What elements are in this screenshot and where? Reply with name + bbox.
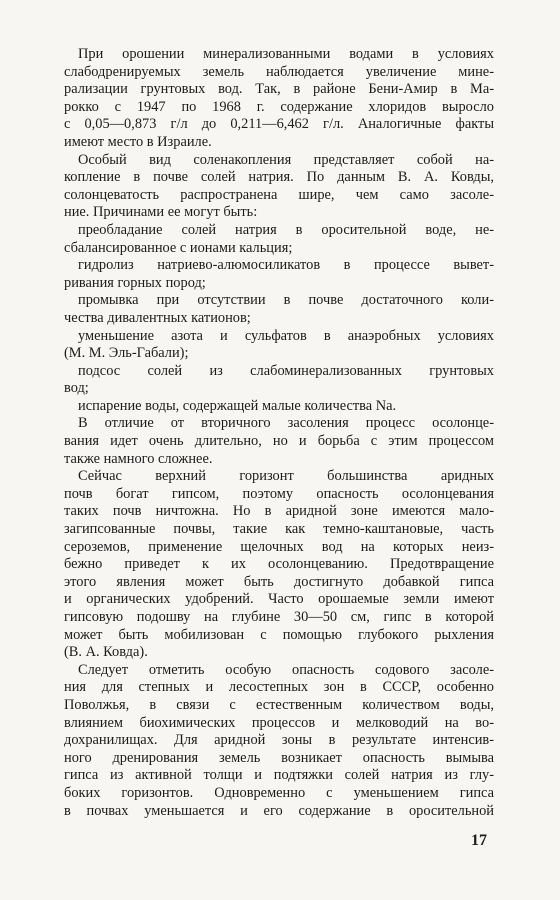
paragraph [64, 222, 494, 257]
text-line: слабодренируемых земель наблюдается увеличение мине- [64, 63, 494, 80]
paragraph [64, 468, 494, 662]
text-line: гипсовую подошву на глубине 30—50 см, гипс в которой [64, 609, 494, 625]
text-line: гидролиз натриево-алюмосиликатов в процессе вывет- [78, 257, 494, 274]
text-line: с 0,05—0,873 г/л до 0,211—6,462 г/л. Аналогичные факты [64, 116, 494, 133]
text-line: рокко с 1947 по 1968 г. содержание хлоридов выросло [64, 98, 494, 115]
paragraph [64, 662, 494, 820]
text-line: загипсованные почвы, такие как темно-каштановые, часть [64, 521, 494, 538]
text-line: промывка при отсутствии в почве достаточного коли- [78, 292, 494, 309]
text-line: рализации грунтовых вод. Так, в районе Бени-Амир в Ма- [64, 81, 494, 98]
text-line: гипса из активной толщи и подтяжки солей натрия из глу- [64, 767, 494, 784]
text-line: солонцеватость распространена шире, чем само засоле- [64, 186, 494, 203]
text-line: сероземов, применение щелочных вод на которых неиз- [64, 538, 494, 555]
text-line: При орошении минерализованными водами в условиях [78, 46, 494, 62]
text-line: Следует отметить особую опасность содового засоле- [78, 661, 494, 678]
text-line: уменьшение азота и сульфатов в анаэробных условиях [78, 327, 494, 344]
page-number: 17 [471, 832, 487, 849]
paragraph [64, 257, 494, 292]
text-line: в почвах уменьшается и его содержание в оросительной [64, 802, 494, 819]
text-line: преобладание солей натрия в оросительной воде, не- [78, 221, 494, 238]
text-line: этого явления может быть достигнуто добавкой гипса [64, 573, 494, 590]
text-line: также намного сложнее. [64, 450, 213, 467]
text-line: ного дренирования земель возникает опасность вымыва [64, 749, 494, 766]
text-line: таких почв ничтожна. Но в аридной зоне имеются мало- [64, 503, 494, 520]
paragraph [64, 152, 494, 222]
text-line: Сейчас верхний горизонт большинства аридных [78, 468, 494, 485]
text-line: имеют место в Израиле. [64, 133, 212, 150]
text-line: вания идет очень длительно, но и борьба с этим процессом [64, 433, 494, 450]
text-line: и органических удобрений. Часто орошаемые земли имеют [64, 591, 494, 608]
text-line: ние. Причинами ее могут быть: [64, 204, 258, 221]
text-line: влиянием биохимических процессов и мелководий на во- [64, 714, 494, 731]
text-line: боких горизонтов. Одновременно с уменьшением гипса [64, 784, 494, 801]
text-line: ния для степных и лесостепных зон в СССР, особенно [64, 679, 494, 696]
text-line: копление в почве солей натрия. По данным В. А. Ковды, [64, 169, 494, 186]
text-line: ривания горных пород; [64, 274, 206, 291]
text-line: испарение воды, содержащей малые количества Na. [78, 397, 397, 414]
paragraph [64, 398, 494, 416]
text-line: В отличие от вторичного засоления процесс осолонце- [78, 415, 494, 432]
text-line: (В. А. Ковда). [64, 644, 148, 661]
text-line: Особый вид соленакопления представляет собой на- [78, 151, 494, 168]
paragraph [64, 363, 494, 398]
text-line: подсос солей из слабоминерализованных грунтовых [78, 362, 494, 379]
text-line: чества дивалентных катионов; [64, 309, 251, 326]
text-line: сбалансированное с ионами кальция; [64, 239, 293, 256]
paragraph [64, 292, 494, 327]
text-line: (М. М. Эль-Габали); [64, 345, 189, 362]
text-line: дохранилищах. Для аридной зоны в результате интенсив- [64, 732, 494, 749]
paragraph [64, 46, 494, 152]
text-line: вод; [64, 380, 89, 397]
paragraph [64, 328, 494, 363]
text-line: почв богат гипсом, поэтому опасность осолонцевания [64, 485, 494, 502]
paragraph [64, 415, 494, 468]
page-body-text [64, 46, 494, 820]
text-line: может быть мобилизован с помощью глубокого рыхления [64, 626, 494, 643]
text-line: бежно приведет к их осолонцеванию. Предотвращение [64, 556, 494, 573]
text-line: Поволжья, в связи с естественным количеством воды, [64, 696, 494, 713]
